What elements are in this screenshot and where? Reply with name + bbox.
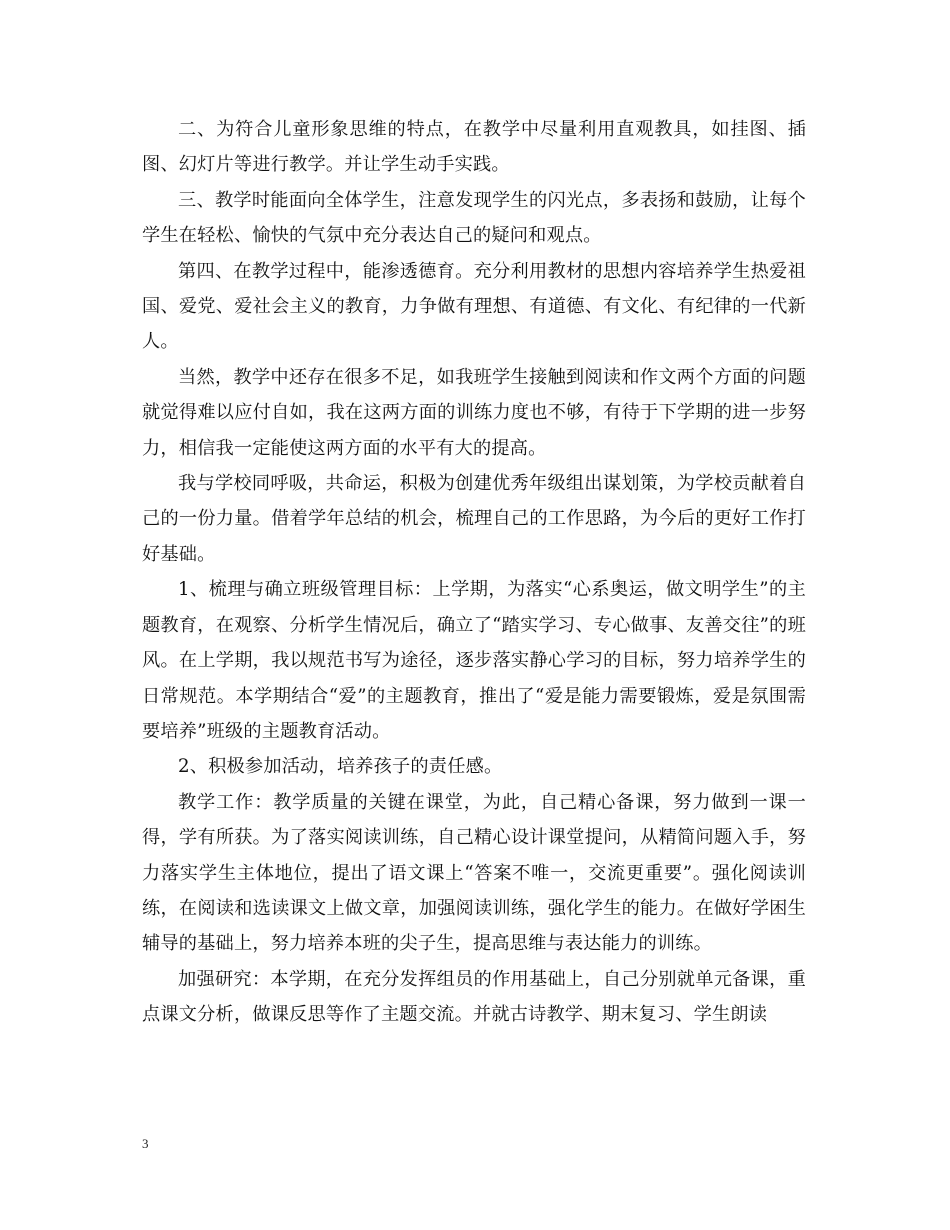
paragraph-3: 第四、在教学过程中，能渗透德育。充分利用教材的思想内容培养学生热爱祖国、爱党、爱社会主义的教育，力争做有理想、有道德、有文化、有纪律的一代新人。 — [142, 260, 806, 353]
paragraph-9: 加强研究：本学期，在充分发挥组员的作用基础上，自己分别就单元备课，重点课文分析，做课反思等作了主题交流。并就古诗教学、期末复习、学生朗读 — [142, 968, 806, 1026]
paragraph-6: 1、梳理与确立班级管理目标：上学期，为落实“心系奥运，做文明学生”的主题教育，在观察、分析学生情况后，确立了“踏实学习、专心做事、友善交往”的班风。在上学期，我以规范书写为途径，逐步落实静心学习的目标，努力培养学生的日常规范。本学期结合“爱”的主题教育，推出了“爱是能力需要锻炼，爱是氛围需要培养”班级的主题教育活动。 — [142, 579, 806, 742]
document-body — [142, 112, 806, 1033]
paragraph-4: 当然，教学中还存在很多不足，如我班学生接触到阅读和作文两个方面的问题就觉得难以应付自如，我在这两方面的训练力度也不够，有待于下学期的进一步努力，相信我一定能使这两方面的水平有大的提高。 — [142, 366, 806, 459]
paragraph-5: 我与学校同呼吸，共命运，积极为创建优秀年级组出谋划策，为学校贡献着自己的一份力量。借着学年总结的机会，梳理自己的工作思路，为今后的更好工作打好基础。 — [142, 473, 806, 565]
paragraph-8: 教学工作：教学质量的关键在课堂，为此，自己精心备课，努力做到一课一得，学有所获。为了落实阅读训练，自己精心设计课堂提问，从精简问题入手，努力落实学生主体地位，提出了语文课上“答案不唯一，交流更重要”。强化阅读训练，在阅读和选读课文上做文章，加强阅读训练，强化学生的能力。在做好学困生辅导的基础上，努力培养本班的尖子生，提高思维与表达能力的训练。 — [142, 791, 807, 955]
page-number: 3 — [142, 1136, 149, 1151]
paragraph-7: 2、积极参加活动，培养孩子的责任感。 — [178, 756, 503, 778]
paragraph-2: 三、教学时能面向全体学生，注意发现学生的闪光点，多表扬和鼓励，让每个学生在轻松、愉快的气氛中充分表达自己的疑问和观点。 — [142, 189, 806, 247]
paragraph-1: 二、为符合儿童形象思维的特点，在教学中尽量利用直观教具，如挂图、插图、幻灯片等进行教学。并让学生动手实践。 — [142, 119, 806, 176]
